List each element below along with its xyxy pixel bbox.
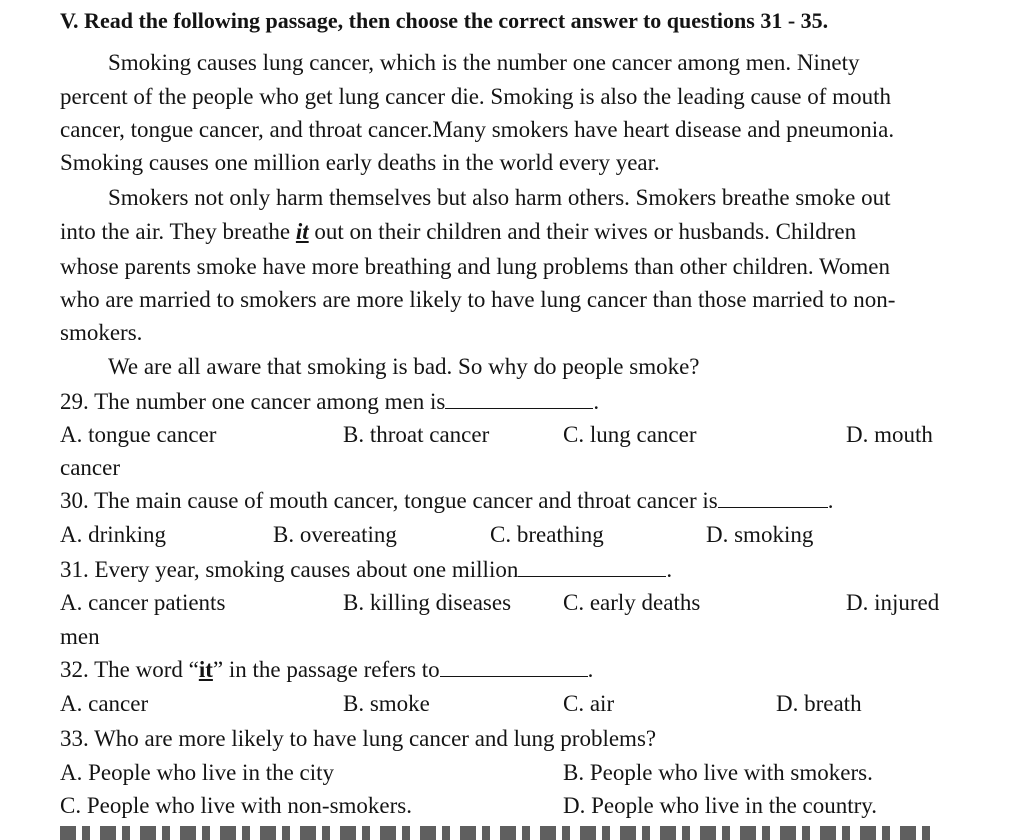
passage-p2-line: smokers. — [60, 320, 143, 345]
passage-p1-line: percent of the people who get lung cancer die. Smoking is also the leading cause of mouth — [60, 84, 891, 109]
option-29-a[interactable]: A. tongue cancer — [60, 422, 217, 447]
passage-p1-line: Smoking causes lung cancer, which is the number one cancer among men. Ninety — [108, 50, 860, 75]
option-32-b[interactable]: B. smoke — [343, 691, 430, 716]
referent-it: it — [295, 219, 309, 244]
option-33-a[interactable]: A. People who live in the city — [60, 760, 335, 785]
passage-p2-line: who are married to smokers are more likely to have lung cancer than those married to non- — [60, 287, 896, 312]
passage-p2-line: whose parents smoke have more breathing and lung problems than other children. Women — [60, 254, 890, 279]
passage-p1-line: Smoking causes one million early deaths in the world every year. — [60, 150, 660, 175]
option-29-c[interactable]: C. lung cancer — [563, 422, 697, 447]
option-31-d[interactable]: D. injured — [846, 590, 940, 615]
answer-blank[interactable] — [518, 558, 666, 577]
passage-text: out on their children and their wives or husbands. Children — [308, 219, 857, 244]
option-33-d[interactable]: D. People who live in the country. — [563, 793, 878, 818]
option-32-c[interactable]: C. air — [563, 691, 615, 716]
passage-p2-line — [60, 219, 856, 245]
question-stem: 30. The main cause of mouth cancer, tongue cancer and throat cancer is — [60, 488, 718, 513]
question-33: 33. Who are more likely to have lung cancer and lung problems? — [60, 726, 657, 751]
cropped-next-line — [60, 826, 940, 840]
passage-p1-line: cancer, tongue cancer, and throat cancer.Many smokers have heart disease and pneumonia. — [60, 117, 895, 142]
question-31 — [60, 557, 672, 583]
question-stem: 32. The word “ — [60, 657, 199, 682]
passage-text: into the air. They breathe — [60, 219, 296, 244]
passage-p2-line: Smokers not only harm themselves but also harm others. Smokers breathe smoke out — [108, 185, 891, 210]
answer-blank[interactable] — [440, 658, 588, 677]
question-end: . — [666, 557, 673, 582]
option-33-c[interactable]: C. People who live with non-smokers. — [60, 793, 412, 818]
question-end: . — [827, 488, 834, 513]
question-stem: 31. Every year, smoking causes about one million — [60, 557, 519, 582]
option-29-b[interactable]: B. throat cancer — [343, 422, 490, 447]
option-29-d-wrap: cancer — [60, 455, 120, 480]
question-30 — [60, 488, 833, 514]
option-29-d[interactable]: D. mouth — [846, 422, 933, 447]
option-30-d[interactable]: D. smoking — [706, 522, 814, 547]
option-32-a[interactable]: A. cancer — [60, 691, 149, 716]
option-31-d-wrap: men — [60, 624, 100, 649]
question-29 — [60, 389, 599, 415]
option-31-a[interactable]: A. cancer patients — [60, 590, 226, 615]
question-32 — [60, 657, 593, 683]
answer-blank[interactable] — [718, 489, 828, 508]
option-30-b[interactable]: B. overeating — [273, 522, 397, 547]
option-31-c[interactable]: C. early deaths — [563, 590, 701, 615]
passage-p3-line: We are all aware that smoking is bad. So why do people smoke? — [108, 354, 700, 379]
option-30-a[interactable]: A. drinking — [60, 522, 167, 547]
question-end: . — [593, 389, 600, 414]
answer-blank[interactable] — [445, 390, 593, 409]
option-31-b[interactable]: B. killing diseases — [343, 590, 512, 615]
option-33-b[interactable]: B. People who live with smokers. — [563, 760, 873, 785]
section-heading: V. Read the following passage, then choose the correct answer to questions 31 - 35. — [60, 8, 829, 33]
referent-it: it — [198, 657, 213, 682]
option-30-c[interactable]: C. breathing — [490, 522, 604, 547]
question-end: . — [587, 657, 594, 682]
question-stem: ” in the passage refers to — [212, 657, 440, 682]
question-stem: 29. The number one cancer among men is — [60, 389, 446, 414]
option-32-d[interactable]: D. breath — [776, 691, 862, 716]
